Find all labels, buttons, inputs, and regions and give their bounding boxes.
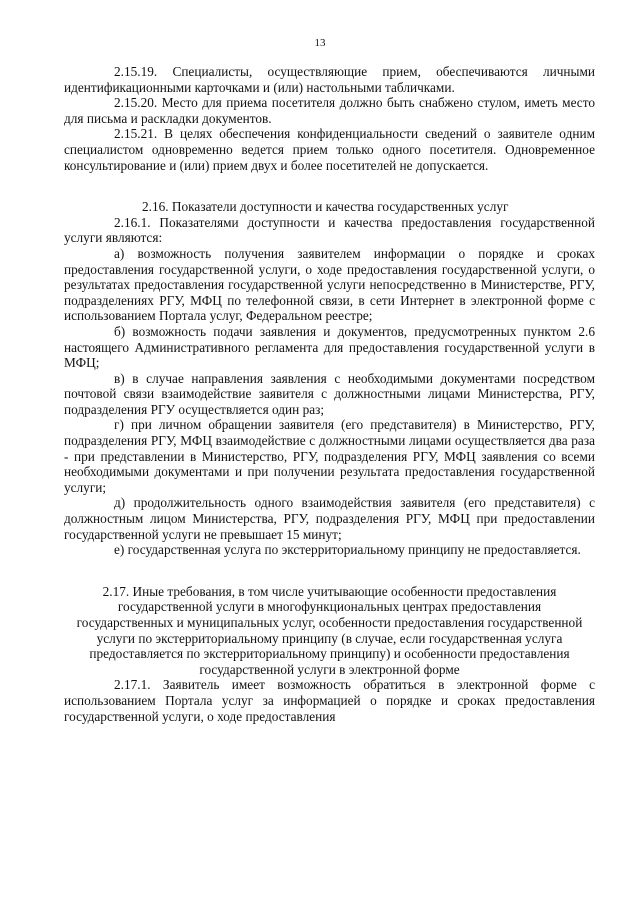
list-item-a: а) возможность получения заявителем информации о порядке и сроках предоставления государственной услуги, о ходе предоставления государственной услуги, о результатах предоставления государственной услуги непосредственно в Министерстве, РГУ, подразделениях РГУ, МФЦ по телефонной связи, в сети Интернет в электронной форме с использованием Портала услуг, Федеральном реестре; bbox=[64, 245, 595, 324]
page-number: 13 bbox=[314, 37, 326, 49]
paragraph-2-15-20: 2.15.20. Место для приема посетителя должно быть снабжено стулом, иметь место для письма и раскладки документов. bbox=[64, 95, 595, 126]
paragraph-2-15-21: 2.15.21. В целях обеспечения конфиденциальности сведений о заявителе одним специалистом одновременно ведется прием только одного посетителя. Одновременное консультирование и (или) прием двух и более посетителей не допускается. bbox=[64, 126, 595, 173]
section-heading-2-16: 2.16. Показатели доступности и качества государственных услуг bbox=[142, 199, 509, 215]
paragraph-2-16-1: 2.16.1. Показателями доступности и качества предоставления государственной услуги являются: bbox=[64, 214, 595, 246]
list-item-v: в) в случае направления заявления с необходимыми документами посредством почтовой связи взаимодействие заявителя с должностными лицами Министерства, РГУ, подразделения РГУ осуществляется один раз; bbox=[64, 370, 595, 417]
section-heading-2-17: 2.17. Иные требования, в том числе учитывающие особенности предоставления государственной услуги в многофункциональных центрах предоставления государственных и муниципальных услуг, особенности предоставления государственной услуги по экстерриториальному принципу (в случае, если государственная услуга предоставляется по экстерриториальному принципу) и особенности предоставления государственной услуги в электронной форме bbox=[76, 583, 583, 677]
list-item-b: б) возможность подачи заявления и документов, предусмотренных пунктом 2.6 настоящего Административного регламента для предоставления государственной услуги в МФЦ; bbox=[64, 323, 595, 371]
spacer bbox=[64, 558, 595, 584]
document-body bbox=[64, 64, 595, 724]
spacer bbox=[64, 173, 595, 199]
list-item-e: е) государственная услуга по экстерриториальному принципу не предоставляется. bbox=[114, 542, 581, 558]
paragraph-2-17-1: 2.17.1. Заявитель имеет возможность обратиться в электронной форме с использованием Портала услуг за информацией о порядке и сроках предоставления государственной услуги, о ходе предоставления bbox=[64, 677, 595, 724]
paragraph-2-15-19: 2.15.19. Специалисты, осуществляющие прием, обеспечиваются личными идентификационными карточками и (или) настольными табличками. bbox=[64, 64, 595, 95]
list-item-g: г) при личном обращении заявителя (его представителя) в Министерство, РГУ, подразделения РГУ, МФЦ взаимодействие с должностными лицами осуществляется два раза - при представлении в Министерство, РГУ, подразделения РГУ, МФЦ заявления со всеми необходимыми документами и при получении результата предоставления государственной услуги; bbox=[64, 417, 595, 495]
list-item-d: д) продолжительность одного взаимодействия заявителя (его представителя) с должностным лицом Министерства, РГУ, подразделения РГУ, МФЦ при предоставлении государственной услуги не превышает 15 минут; bbox=[64, 495, 595, 542]
